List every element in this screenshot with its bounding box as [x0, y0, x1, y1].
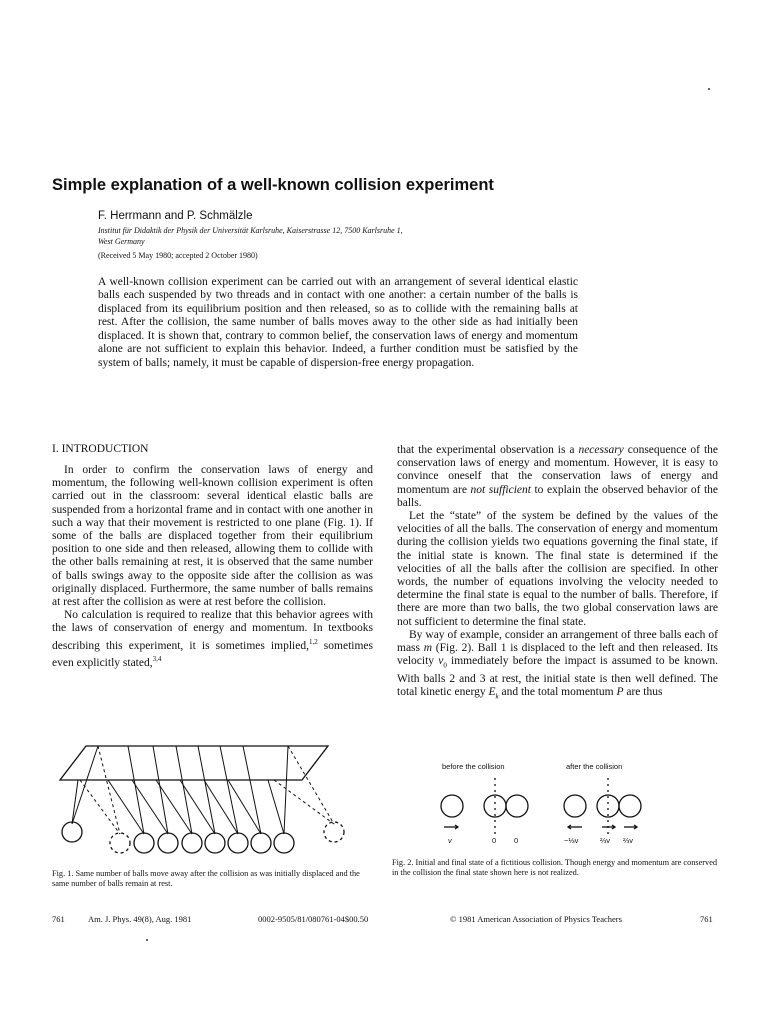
velocity-before-1: v — [448, 836, 452, 845]
ball-dashed-left — [110, 833, 130, 853]
scan-speck — [146, 939, 148, 941]
paper-title: Simple explanation of a well-known collision experiment — [52, 176, 494, 194]
after-ball-1 — [564, 795, 586, 817]
velocity-after-3: ⅔v — [623, 836, 634, 845]
left-p2-text: No calculation is required to realize that this behavior agrees with the laws of conservation of energy and momentum. In textbooks describing this experiment, it is sometimes implied, — [52, 609, 373, 652]
figure-1-caption: Fig. 1. Same number of balls move away after the collision as was initially displaced and the same number of balls remain at rest. — [52, 869, 360, 889]
footer-code: 0002-9505/81/080761-04$00.50 — [258, 914, 369, 924]
text-run: By way of example, consider an arrangement of three balls each of mass — [397, 628, 718, 655]
left-paragraph-1: In order to confirm the conservation laws of energy and momentum, the following well-known collision experiment is often carried out in the classroom: several identical elastic balls are suspended from a horizontal frame and in contact with one another in such a way that their movement is restricted to one plane (Fig. 1). If some of the balls are displaced together from their equilibrium position to one side and then released, allowing them to collide with the other balls remaining at rest, it is observed that the same number of balls swings away to the opposite side after the collision as was originally displaced. Furthermore, the same number of balls remains at rest after the collision as were at rest before the collision. — [52, 464, 373, 609]
after-ball-3 — [619, 795, 641, 817]
ball-2 — [158, 833, 178, 853]
before-ball-1 — [441, 795, 463, 817]
ball-5 — [228, 833, 248, 853]
text-run: to explain the observed behavior of the balls. — [397, 483, 718, 509]
left-column — [52, 464, 373, 670]
math-symbol: E — [488, 685, 496, 698]
section-heading: I. INTRODUCTION — [52, 443, 149, 455]
ball-6 — [251, 833, 271, 853]
ball-displaced-left — [62, 822, 82, 842]
text-run: consequence of the conservation laws of energy and momentum. However, it is easy to convince oneself that the conservation laws of energy and momentum are — [397, 444, 718, 496]
figure-2 — [420, 758, 710, 858]
figure-2-balls — [420, 774, 710, 844]
ball-3 — [182, 833, 202, 853]
footer-page-number-right: 761 — [700, 914, 713, 924]
abstract: A well-known collision experiment can be carried out with an arrangement of several identical elastic balls each suspended by two threads and in contact with one another: a certain number of the balls is displaced from its equilibrium position and then released, so as to collide with the remaining balls at rest. After the collision, the same number of balls moves away to the other side as had initially been displaced. It is shown that, contrary to common belief, the conservation laws of energy and momentum alone are not sufficient to explain this behavior. Indeed, a further condition must be satisfied by the system of balls; namely, it must be capable of dispersion-free energy propagation. — [98, 276, 578, 369]
right-paragraph-3 — [397, 629, 718, 704]
left-p2-text-mid: sometimes even explicitly stated, — [52, 639, 373, 669]
before-ball-3 — [506, 795, 528, 817]
velocity-after-2: ⅔v — [600, 836, 611, 845]
citation-ref: 1,2 — [308, 637, 318, 646]
ball-7 — [274, 833, 294, 853]
right-paragraph-2: Let the “state” of the system be defined by the values of the velocities of all the balls. The conservation of energy and momentum during the collision yields two equations governing the final state, if the initial state is known. The final state is determined if the velocities of all the balls after the collision are specified. In other words, the number of equations involving the velocity needed to determine the final state is equal to the number of balls. Therefore, if there are more than two balls, the two global conservation laws are not sufficient to determine the final state. — [397, 510, 718, 628]
text-run: are thus — [623, 685, 663, 698]
velocity-after-1: −⅓v — [564, 836, 579, 845]
paper-authors: F. Herrmann and P. Schmälzle — [98, 210, 253, 222]
math-symbol: v — [438, 655, 444, 668]
right-column — [397, 444, 718, 703]
page-footer — [52, 914, 718, 928]
math-subscript: 0 — [443, 661, 447, 670]
ball-4 — [205, 833, 225, 853]
text-run: that the experimental observation is a — [397, 444, 579, 456]
affiliation-line-2: West Germany — [98, 236, 145, 246]
ball-dashed-right — [324, 822, 344, 842]
footer-page-number-left: 761 — [52, 914, 65, 924]
author-affiliation — [98, 226, 538, 247]
velocity-before-2: 0 — [492, 836, 497, 845]
before-ball-2 — [484, 795, 506, 817]
right-paragraph-1 — [397, 444, 718, 510]
figure-2-caption: Fig. 2. Initial and final state of a fictitious collision. Though energy and momentum are conserved in the collision the final state shown here is not realized. — [392, 858, 718, 878]
text-run: (Fig. 2). Ball 1 is displaced to the left and then released. Its velocity — [397, 642, 719, 668]
affiliation-line-1: Institut für Didaktik der Physik der Universität Karlsruhe, Kaiserstrasse 12, 7500 Karlsruhe 1, — [98, 226, 403, 235]
received-dates: (Received 5 May 1980; accepted 2 October 1980) — [98, 251, 258, 260]
ball-1 — [134, 833, 154, 853]
label-before: before the collision — [442, 762, 505, 771]
footer-journal: Am. J. Phys. 49(8), Aug. 1981 — [88, 914, 192, 924]
math-symbol: P — [616, 685, 624, 698]
citation-ref: 3,4 — [152, 654, 162, 663]
figure-1-newtons-cradle — [58, 716, 358, 866]
scan-speck — [708, 88, 710, 90]
threads — [72, 746, 334, 834]
left-paragraph-2 — [52, 609, 373, 669]
velocity-before-3: 0 — [514, 836, 519, 845]
text-run: immediately before the impact is assumed to be known. With balls 2 and 3 at rest, the initial state is then well defined. The total kinetic energy — [397, 655, 718, 698]
footer-copyright: © 1981 American Association of Physics Teachers — [450, 914, 622, 924]
text-run: and the total momentum — [498, 685, 617, 698]
emphasis: necessary — [578, 444, 624, 456]
after-ball-2 — [597, 795, 619, 817]
emphasis: not sufficient — [470, 483, 531, 496]
math-subscript: k — [495, 692, 499, 701]
label-after: after the collision — [566, 762, 623, 771]
math-symbol: m — [423, 642, 433, 655]
